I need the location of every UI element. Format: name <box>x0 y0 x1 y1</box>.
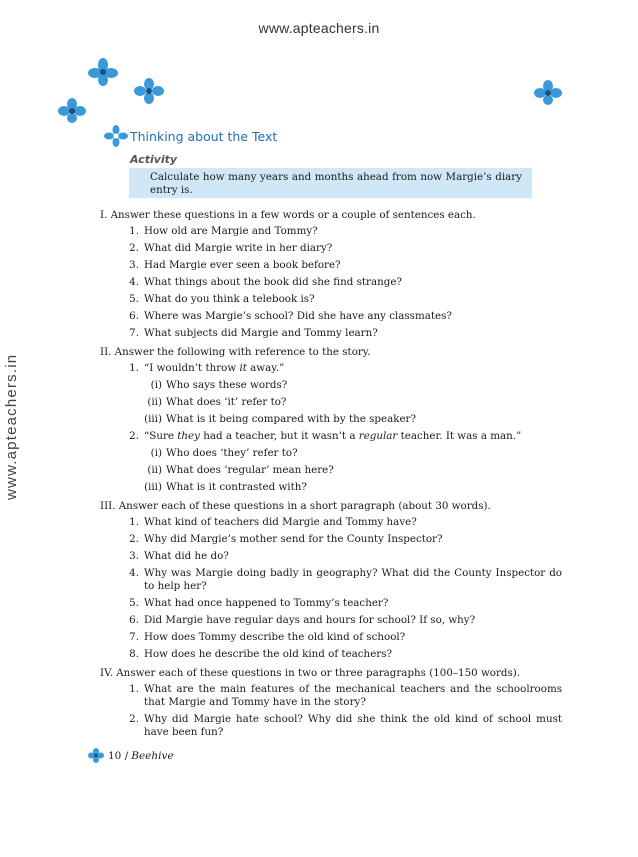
question: 6. Where was Margie’s school? Did she have any classmates? <box>129 310 452 322</box>
question: 2. Why did Margie’s mother send for the County Inspector? <box>129 533 443 545</box>
page-number: 10 / <box>108 749 129 762</box>
flower-icon <box>88 58 118 86</box>
section-title-text: Thinking about the Text <box>130 128 278 144</box>
flower-icon <box>88 748 104 763</box>
question: 5. What do you think a telebook is? <box>129 293 315 305</box>
question: 2. What did Margie write in her diary? <box>129 242 333 254</box>
sub-question: (ii) What does ‘it’ refer to? <box>147 396 287 408</box>
sub-question: (ii) What does ‘regular’ mean here? <box>147 464 334 476</box>
part-3-heading: III. Answer each of these questions in a short paragraph (about 30 words). <box>100 500 491 512</box>
question: 1. “I wouldn’t throw it away.” <box>129 362 285 374</box>
flower-icon <box>104 125 128 147</box>
question: 6. Did Margie have regular days and hours for school? If so, why? <box>129 614 476 626</box>
question: 4. Why was Margie doing badly in geography? What did the County Inspector do to help her? <box>129 567 562 592</box>
questions-content <box>100 208 562 743</box>
flower-icon <box>134 78 164 104</box>
page-footer <box>88 748 174 763</box>
sub-question: (i) Who says these words? <box>150 379 288 391</box>
part-4-heading: IV. Answer each of these questions in two or three paragraphs (100–150 words). <box>100 667 521 679</box>
question: 2. “Sure they had a teacher, but it wasn’t a regular teacher. It was a man.” <box>129 430 522 442</box>
question: 1. What kind of teachers did Margie and Tommy have? <box>129 516 417 528</box>
question: 3. What did he do? <box>129 550 229 562</box>
question: 2. Why did Margie hate school? Why did she think the old kind of school must have been fun? <box>129 713 562 738</box>
question: 7. How does Tommy describe the old kind of school? <box>129 631 406 643</box>
sub-question: (iii) What is it being compared with by the speaker? <box>144 413 416 425</box>
header-watermark: www.apteachers.in <box>258 20 380 36</box>
activity-box <box>129 168 532 198</box>
side-watermark: www.apteachers.in <box>3 353 20 500</box>
section-title <box>104 125 277 147</box>
part-2-heading: II. Answer the following with reference to the story. <box>100 346 371 358</box>
question: 1. How old are Margie and Tommy? <box>129 225 318 237</box>
part-1-heading: I. Answer these questions in a few words or a couple of sentences each. <box>100 209 476 221</box>
question: 1. What are the main features of the mechanical teachers and the schoolrooms that Margie and Tommy have in the story? <box>129 683 562 708</box>
question: 4. What things about the book did she find strange? <box>129 276 402 288</box>
activity-text: Calculate how many years and months ahead from now Margie’s diary entry is. <box>150 171 522 196</box>
sub-question: (iii) What is it contrasted with? <box>144 481 307 493</box>
sub-question: (i) Who does ‘they’ refer to? <box>150 447 298 459</box>
activity-label: Activity <box>130 153 178 166</box>
question: 7. What subjects did Margie and Tommy learn? <box>129 327 378 339</box>
question: 5. What had once happened to Tommy’s teacher? <box>129 597 389 609</box>
flower-icon <box>58 98 86 124</box>
question: 8. How does he describe the old kind of teachers? <box>129 648 393 660</box>
flower-icon <box>534 80 562 106</box>
book-title: Beehive <box>131 749 174 762</box>
question: 3. Had Margie ever seen a book before? <box>129 259 341 271</box>
